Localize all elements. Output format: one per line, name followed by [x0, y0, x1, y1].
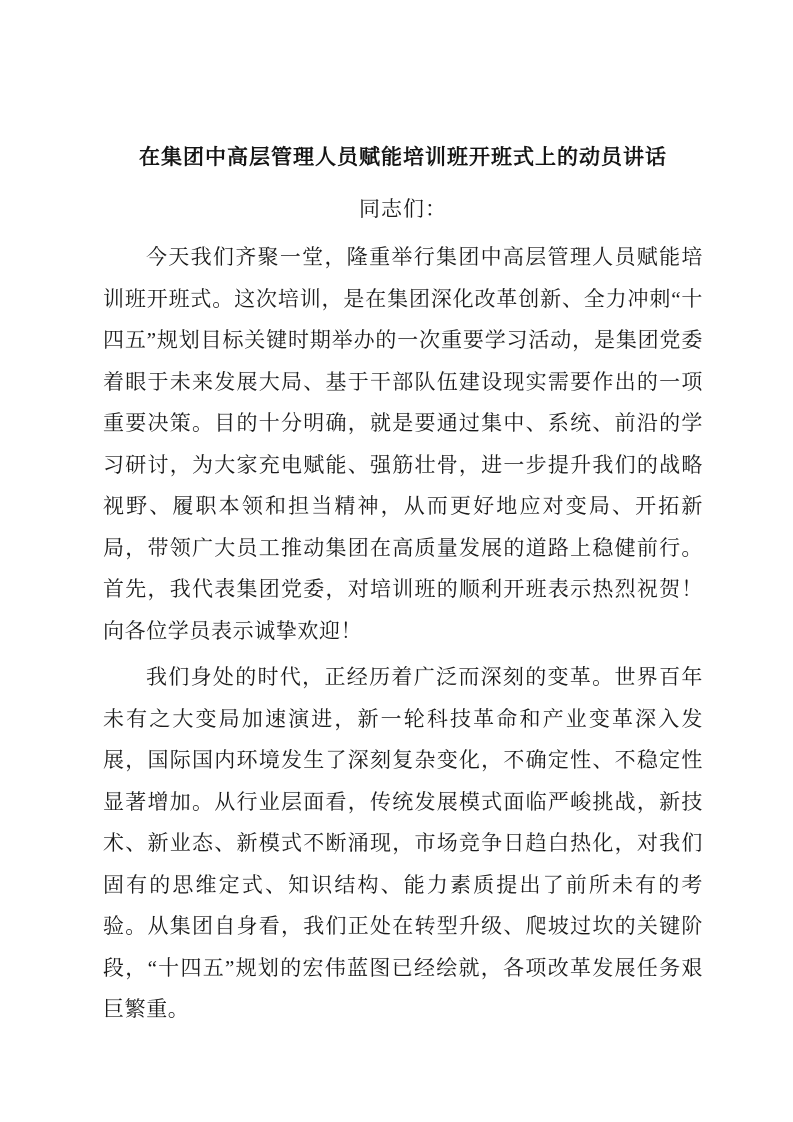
document-content — [103, 144, 703, 1036]
salutation: 同志们： — [359, 197, 447, 221]
paragraph-2: 我们身处的时代，正经历着广泛而深刻的变革。世界百年未有之大变局加速演进，新一轮科技革命和产业变革深入发展，国际国内环境发生了深刻复杂变化，不确定性、不稳定性显著增加。从行业层面看，传统发展模式面临严峻挑战，新技术、新业态、新模式不断涌现，市场竞争日趋白热化，对我们固有的思维定式、知识结构、能力素质提出了前所未有的考验。从集团自身看，我们正处在转型升级、爬坡过坎的关键阶段，“十四五”规划的宏伟蓝图已经绘就，各项改革发展任务艰巨繁重。 — [103, 665, 703, 1021]
document-title: 在集团中高层管理人员赋能培训班开班式上的动员讲话 — [139, 145, 667, 169]
paragraph-1: 今天我们齐聚一堂，隆重举行集团中高层管理人员赋能培训班开班式。这次培训，是在集团深化改革创新、全力冲刺“十四五”规划目标关键时期举办的一次重要学习活动，是集团党委着眼于未来发展大局、基于干部队伍建设现实需要作出的一项重要决策。目的十分明确，就是要通过集中、系统、前沿的学习研讨，为大家充电赋能、强筋壮骨，进一步提升我们的战略视野、履职本领和担当精神，从而更好地应对变局、开拓新局，带领广大员工推动集团在高质量发展的道路上稳健前行。首先，我代表集团党委，对培训班的顺利开班表示热烈祝贺！向各位学员表示诚挚欢迎！ — [103, 245, 703, 643]
